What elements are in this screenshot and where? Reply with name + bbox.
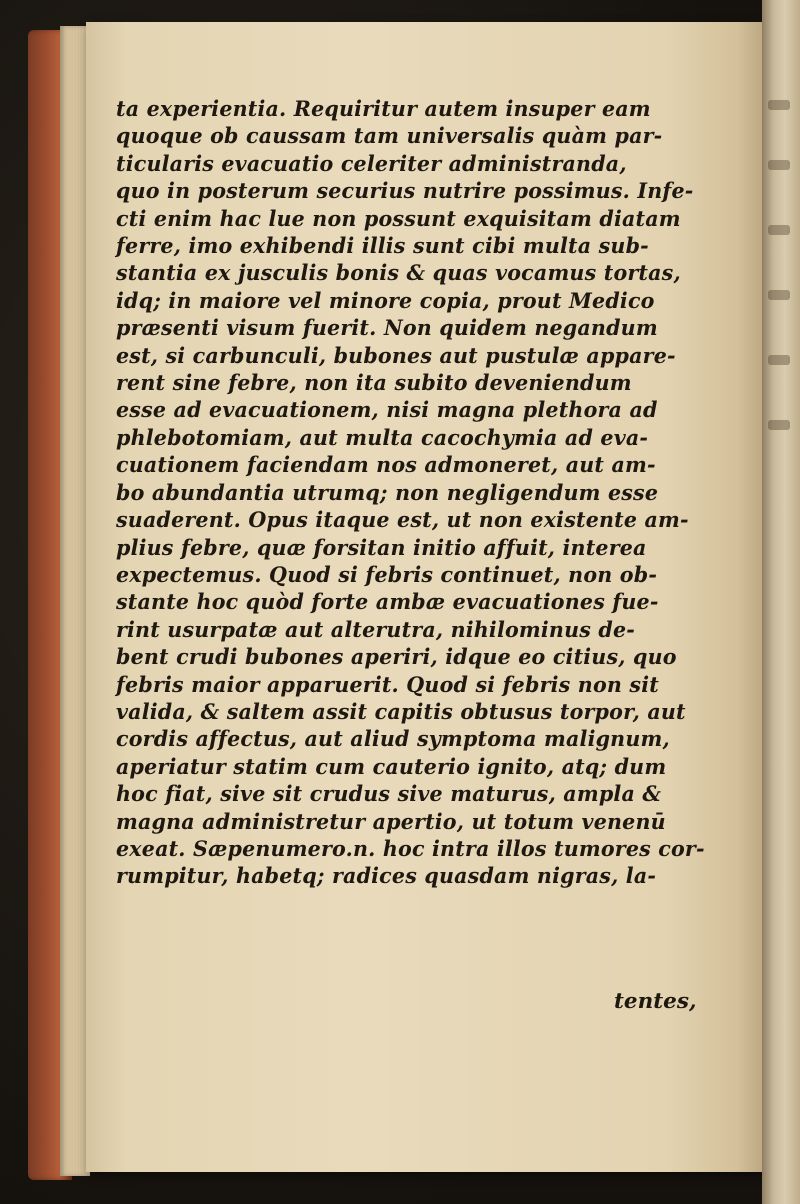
catchword: tentes, <box>614 989 697 1014</box>
text-line: ferre, imo exhibendi illis sunt cibi multa sub- <box>116 234 649 260</box>
text-line: suaderent. Opus itaque est, ut non existente am- <box>116 508 689 534</box>
text-line: stantia ex jusculis bonis & quas vocamus tortas, <box>116 261 681 287</box>
text-line: quoque ob caussam tam universalis quàm par- <box>116 124 663 150</box>
text-line: præsenti visum fuerit. Non quidem negandum <box>116 316 658 342</box>
text-line: ta experientia. Requiritur autem insuper eam <box>116 97 651 122</box>
text-line: rent sine febre, non ita subito deveniendum <box>116 371 632 397</box>
text-line: exeat. Sæpenumero.n. hoc intra illos tumores cor- <box>116 836 705 862</box>
text-line: plius febre, quæ forsitan initio affuit, interea <box>116 535 647 561</box>
text-line: cti enim hac lue non possunt exquisitam diatam <box>116 206 681 232</box>
text-line: rint usurpatæ aut alterutra, nihilominus de- <box>116 617 636 643</box>
text-line: expectemus. Quod si febris continuet, non ob- <box>116 562 658 588</box>
text-line: esse ad evacuationem, nisi magna plethora ad <box>116 398 658 424</box>
text-line: rumpitur, habetq; radices quasdam nigras, la- <box>116 864 657 890</box>
text-line: cordis affectus, aut aliud symptoma malignum, <box>116 727 670 753</box>
text-line: est, si carbunculi, bubones aut pustulæ appare- <box>116 343 676 369</box>
text-line: ticularis evacuatio celeriter administranda, <box>116 151 627 177</box>
text-line: phlebotomiam, aut multa cacochymia ad eva- <box>116 425 649 451</box>
text-line: valida, & saltem assit capitis obtusus torpor, aut <box>116 699 686 725</box>
text-line: stante hoc quòd forte ambæ evacuationes fue- <box>116 590 659 616</box>
text-line: febris maior apparuerit. Quod si febris non sit <box>116 672 659 698</box>
text-line: bo abundantia utrumq; non negligendum esse <box>116 480 659 506</box>
text-line: quo in posterum securius nutrire possimus. Infe- <box>116 179 694 205</box>
text-line: bent crudi bubones aperiri, idque eo citius, quo <box>116 645 677 671</box>
text-line: cuationem faciendam nos admoneret, aut am- <box>116 453 656 479</box>
page-body-text <box>116 96 776 891</box>
text-line: magna administretur apertio, ut totum venenū <box>116 809 666 835</box>
text-line: idq; in maiore vel minore copia, prout Medico <box>116 288 655 314</box>
text-line: hoc fiat, sive sit crudus sive maturus, ampla & <box>116 782 662 808</box>
text-line: aperiatur statim cum cauterio ignito, atq; dum <box>116 754 667 780</box>
